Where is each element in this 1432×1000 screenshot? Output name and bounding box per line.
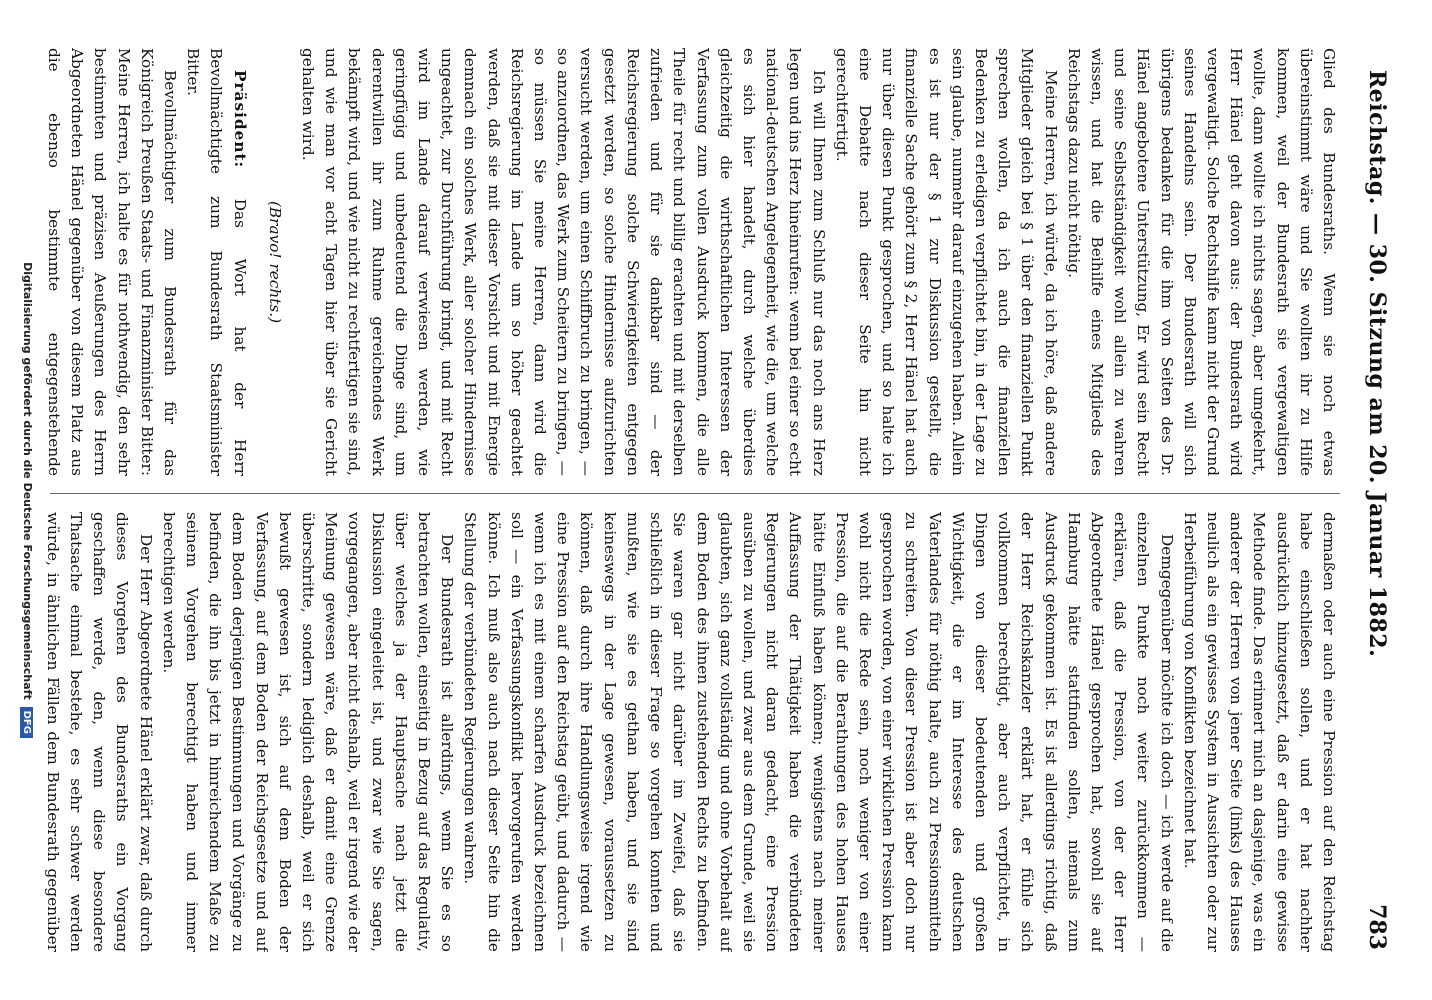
right-column-paragraph [40, 512, 157, 952]
page-number: 783 [1364, 904, 1390, 950]
right-column-paragraph [1178, 512, 1340, 952]
right-column [40, 512, 1340, 952]
paragraph-text: dermaßen oder auch eine Pression auf den Reichstag habe einschließen sollen, und er hat nachher ausdrücklich hinzugesetzt, daß er darin eine gewisse Methode finde. Das erinnert mich an dasjenige, was ein anderer der Herren von jener Seite (links) des Hauses neulich als ein gewisses System in Aussichten oder zur Herbeiführung von Konflikten bezeichnet hat. [1180, 512, 1338, 952]
paragraph-text: Bevollmächtigter zum Bundesrath für das Königreich Preußen Staats- und Finanzminister Bitter: Meine Herren, ich halte es für nothwendig, den sehr bestimmten und präzisen Aeußerungen des Herrn Abgeordneten Hänel gegenüber von diesem Platz aus die ebenso bestimmte entgegenstehende [45, 48, 180, 476]
speaker-label: Präsident: [230, 70, 249, 169]
left-column-paragraph [1062, 48, 1340, 476]
paragraph-text: Der Bundesrath ist allerdings, wenn Sie es so betrachten wollen, einseitig in Bezug auf das Regulativ, über welches ja der Hauptsache nach jetzt die Diskussion eingeleitet ist, und zwar wie Sie sagen, vorgegangen, aber nicht deshalb, weil er irgend wie der Meinung gewesen wäre, daß er damit eine Grenze überschritte, sondern lediglich deshalb, weil er sich bewußt gewesen ist, sich auf dem Boden der Verfassung, auf dem Boden der Reichsgesetze und auf dem Boden derjenigen Bestimmungen und Vorgänge zu befinden, die ihn bis jetzt in hinreichendem Maße zu seinem Vorgehen berechtigt haben und immer berechtigen werden. [159, 512, 457, 952]
paragraph-text: Der Herr Abgeordnete Hänel erklärt zwar, daß durch dieses Vorgehen des Bundesraths ein Vorgang geschaffen werde, den, wenn diese besondere Thatsache einmal bestehe, es sehr schwer werden würde, in ähnlichen Fällen dem Bundesrath gegenüber [43, 512, 155, 952]
right-column-paragraph [157, 512, 459, 952]
digitization-credit [8, 0, 34, 1000]
paragraph-text: Ich will Ihnen zum Schluß nur das noch ans Herz legen und ins Herz hineinrufen: wenn bei einer so echt national-deutschen Angelegenheit, wie die, um welche es sich hier handelt, durch welche überdies gleichzeitig die wirthschaftlichen Interessen der Verfassung zum vollen Ausdruck kommen, die alle Theile für recht und billig erachten und mit derselben zufrieden und für sie dankbar sind — der Reichsregierung solche Schwierigkeiten entgegen gesetzt werden, so solche Hindernisse aufzurichten versucht werden, um einen Schiffbruch zu bringen, — so anzuordnen, das Werk zum Scheitern zu bringen, — so müssen Sie meine Herren, dann wird die Reichsregierung im Lande um so höher geachtet werden, daß sie mit dieser Vorsicht und mit Energie demnach ein solches Werk, aller solcher Hindernisse ungeachtet, zur Durchführung bringt, und mit Recht wird im Lande darauf verwiesen werden, wie geringfügig und unbedeutend die Dinge sind, um derentwillen ihr zum Ruhme gereichendes Werk bekämpft wird, und wie nicht zu rechtfertigen sie sind, und wie man vor acht Tagen hier über sie Gericht gehalten wird. [299, 48, 828, 476]
paragraph-text: Demgegenüber möchte ich doch — ich werde auf die einzelnen Punkte noch weiter zurückkommen — erklären, daß die Pression, von der der Herr Abgeordnete Hänel gesprochen hat, sowohl sie auf Hamburg hätte stattfinden sollen, niemals zum Ausdruck gekommen ist. Es ist allerdings richtig, daß der Herr Reichskanzler erklärt hat, er fühle sich vollkommen berechtigt, aber auch verpflichtet, in Dingen von dieser bedeutenden und großen Wichtigkeit, die er im Interesse des deutschen Vaterlandes für nöthig halte, auch zu Pressionsmitteln zu schreiten. Von dieser Pression ist aber doch nur gesprochen worden, von einer wirklichen Pression kann wohl nicht die Rede sein, noch weniger von einer Pression, die auf die Berathungen des hohen Hauses hätte Einfluß haben können; wenigstens nach meiner Auffassung der Thätigkeit haben die verbündeten Regierungen nicht daran gedacht, eine Pression ausüben zu wollen, und zwar aus dem Grunde, weil sie glaubten, sich ganz vollständig und ohne Vorbehalt auf dem Boden des ihnen zustehenden Rechts zu befinden. Sie waren gar nicht darüber im Zweifel, daß sie schließlich in dieser Frage so vorgehen konnten und mußten, wie sie es gethan haben, und sie sind keineswegs in der Lage gewesen, voraussetzen zu können, daß durch ihre Handlungsweise irgend wie eine Pression auf den Reichstag geübt, und dadurch — wenn ich es mit einem scharfen Ausdruck bezeichnen soll — ein Verfassungskonflikt hervorgerufen werden könne. Ich muß also auch nach dieser Seite hin die Stellung der verbündeten Regierungen wahren. [461, 512, 1176, 952]
left-column-paragraph [40, 48, 181, 476]
left-column-paragraph [263, 48, 286, 476]
left-column-paragraph [181, 48, 251, 476]
left-column [40, 48, 1340, 476]
paragraph-text: Meine Herren, ich würde, da ich höre, daß andere Mitglieder gleich bei § 1 über den finanziellen Punkt sprechen wollen, da ich auch die finanziellen Bedenken zu erledigen verpflichtet bin, in der Lage zu sein glaube, nunmehr darauf einzugehen haben. Allein es ist nur der § 1 zur Diskussion gestellt, die finanzielle Sache gehört zum § 2, Herr Hänel hat auch nur über diesen Punkt gesprochen, und so halte ich eine Debatte nach dieser Seite hin nicht gerechtfertigt. [832, 48, 1060, 476]
paragraph-text: Glied des Bundesraths. Wenn sie noch etwas übereinstimmt wäre und Sie wollten ihr zu Hilfe kommen, weil der Bundesrath sie vergewaltigen wollte, dann wollte ich nichts sagen, aber umgekehrt, Herr Hänel geht davon aus: der Bundesrath wird vergewaltigt. Solche Rechtshilfe kann nicht der Grund seines Handelns sein. Der Bundesrath will sich übrigens bedanken für die ihm von Seiten des Dr. Hänel angebotene Unterstützung, Er wird sein Recht und seine Selbstständigkeit wohl allein zu wahren wissen, und hat die Beihilfe eines Mitglieds des Reichstags dazu nicht nöthig. [1064, 48, 1338, 476]
column-divider [50, 493, 1340, 494]
left-column-paragraph [296, 48, 830, 476]
paragraph-text: (Bravo! rechts.) [265, 200, 284, 324]
right-column-paragraph [458, 512, 1177, 952]
page-header [1360, 70, 1390, 950]
credit-text: Digitalisierung gefördert durch die Deutsche Forschungsgemeinschaft [21, 262, 34, 700]
left-column-paragraph [830, 48, 1062, 476]
paragraph-text: Das Wort hat der Herr Bevollmächtigte zum Bundesrath Staatsminister Bitter. [184, 48, 249, 476]
running-title: Reichstag. — 30. Sitzung am 20. Januar 1882. [1364, 70, 1390, 658]
dfg-logo: DFG [20, 707, 33, 738]
